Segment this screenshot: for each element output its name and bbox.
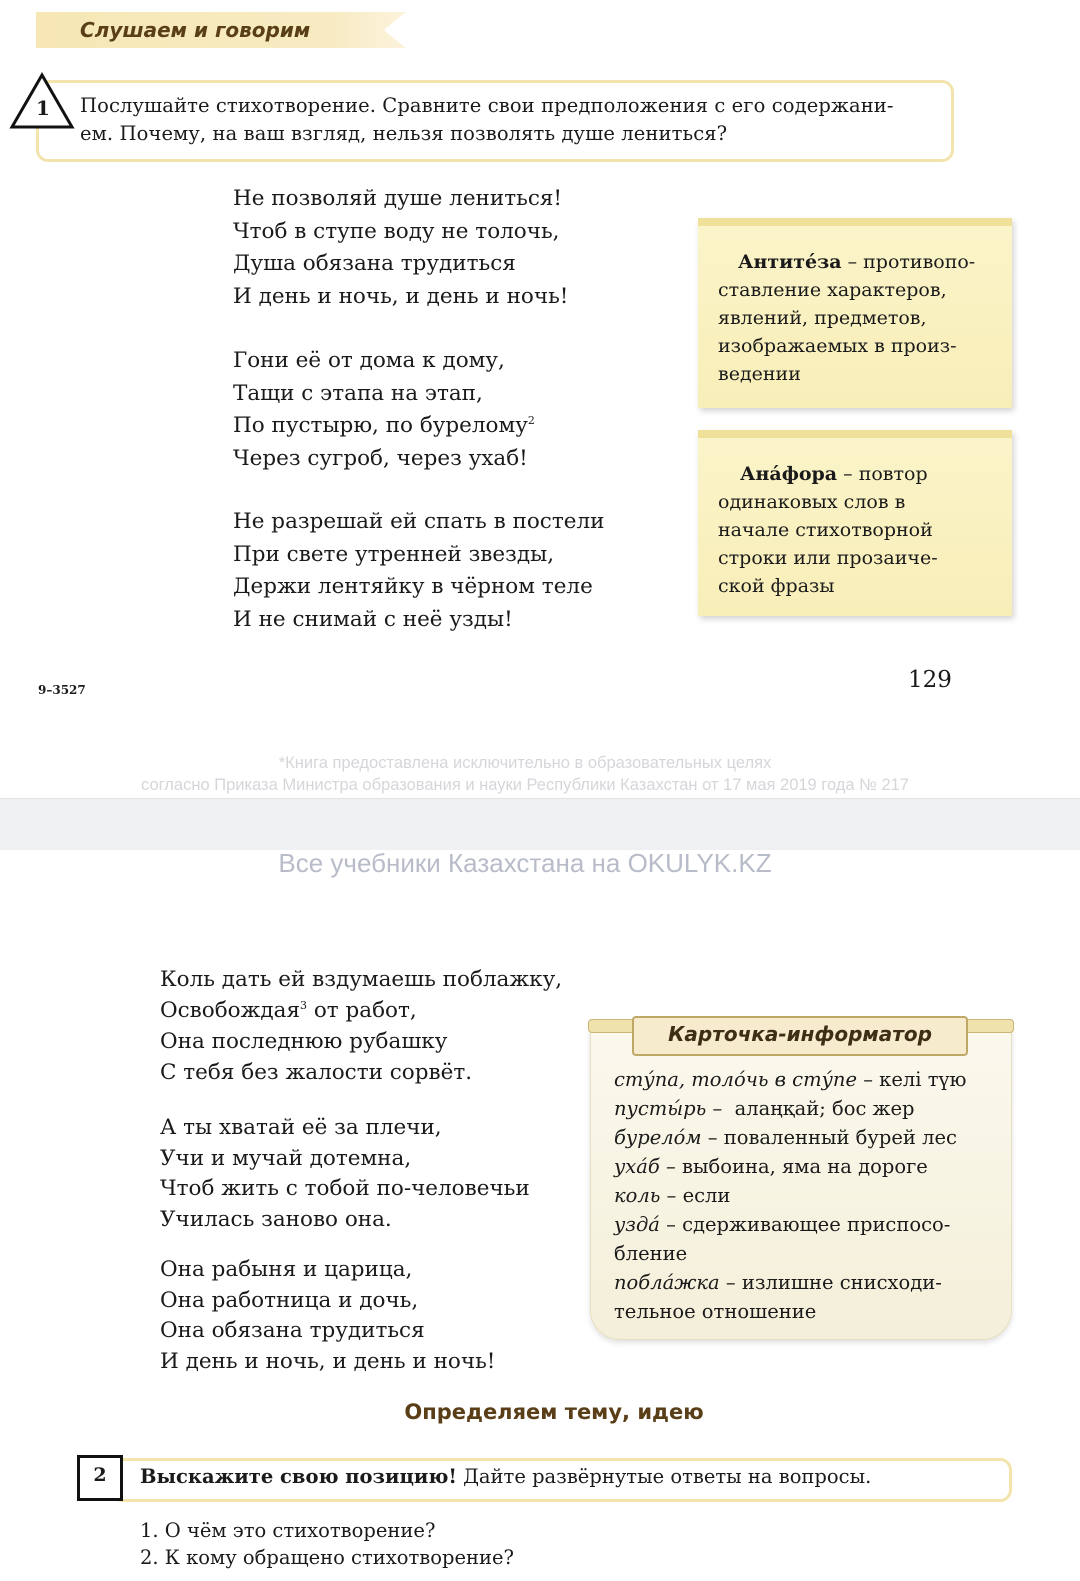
note-term: Ана́фора	[740, 463, 838, 485]
glossary-definition: бление	[614, 1242, 688, 1265]
note-definition: явлений, предметов,	[718, 307, 927, 329]
poem-line: Она обязана трудиться	[160, 1318, 425, 1343]
footnote-mark: 2	[527, 413, 535, 427]
question-item: 2. К кому обращено стихотворение?	[140, 1546, 515, 1569]
poem-line: Учи и мучай дотемна,	[160, 1145, 412, 1171]
note-definition: ставление характеров,	[718, 279, 947, 301]
poem-line-text: Освобождая	[160, 998, 301, 1023]
glossary-definition: – сдерживающее приспосо-	[659, 1213, 951, 1236]
note-definition: ской фразы	[718, 575, 835, 597]
glossary-term: коль	[614, 1184, 661, 1207]
glossary-entry	[614, 1065, 1004, 1094]
poem-line: Училась заново она.	[160, 1206, 392, 1232]
glossary-entry	[614, 1297, 1004, 1326]
glossary-term: сту́па, толо́чь в сту́пе	[614, 1068, 858, 1091]
poem-line: И день и ночь, и день и ночь!	[233, 283, 569, 309]
poem-stanza-1	[233, 183, 568, 313]
poem-line: Не позволяй душе лениться!	[233, 186, 563, 211]
poem-line: Чтоб жить с тобой по-человечьи	[160, 1176, 530, 1201]
glossary-entry	[614, 1239, 1004, 1268]
page-divider	[0, 798, 1080, 850]
poem-stanza-4	[160, 964, 562, 1088]
note-definition: изображаемых в произ-	[718, 335, 957, 357]
poem-line	[233, 410, 535, 443]
glossary-entry	[614, 1094, 1004, 1123]
task1-number: 1	[36, 96, 50, 120]
glossary-definition: – если	[660, 1184, 731, 1207]
glossary-entry	[614, 1123, 1004, 1152]
poem-line: Она работница и дочь,	[160, 1287, 419, 1313]
task1-text-line1: Послушайте стихотворение. Сравните свои предположения с его содержани-	[80, 94, 894, 117]
glossary-term: узда́	[614, 1213, 660, 1236]
question-list	[140, 1517, 514, 1571]
poem-stanza-2	[233, 345, 535, 475]
poem-line	[160, 995, 562, 1026]
poem-line: Коль дать ей вздумаешь поблажку,	[160, 967, 563, 992]
task2-plain-text: Дайте развёрнутые ответы на вопросы.	[456, 1465, 872, 1488]
section-heading: Определяем тему, идею	[404, 1400, 704, 1424]
poem-line: Тащи с этапа на этап,	[233, 380, 483, 406]
glossary-definition: – поваленный бурей лес	[701, 1126, 957, 1149]
note-antithesis-text	[718, 248, 1002, 388]
page-number: 129	[908, 667, 952, 693]
poem-line: Через сугроб, через ухаб!	[233, 445, 528, 471]
footnote-mark: 3	[300, 998, 308, 1012]
poem-stanza-6	[160, 1255, 495, 1377]
disclaimer-line2: согласно Приказа Министра образования и науки Республики Казахстан от 17 мая 2019 года № 217	[141, 776, 909, 794]
disclaimer-line1: *Книга предоставлена исключительно в образовательных целях	[278, 754, 772, 772]
note-definition: строки или прозаиче-	[718, 547, 938, 569]
poem-line: Душа обязана трудиться	[233, 251, 516, 276]
note-definition: – повтор	[837, 463, 928, 485]
glossary-definition: – алаңқай; бос жер	[706, 1097, 915, 1120]
note-definition: одинаковых слов в	[718, 491, 906, 513]
glossary-entry	[614, 1210, 1004, 1239]
poem-stanza-3	[233, 506, 604, 636]
poem-line-text: от работ,	[307, 998, 417, 1023]
glossary-definition: – излишне снисходи-	[719, 1271, 942, 1294]
task1-text-line2: ем. Почему, на ваш взгляд, нельзя позволять душе лениться?	[80, 122, 728, 145]
glossary-term: уха́б	[614, 1155, 660, 1178]
glossary-term: побла́жка	[614, 1271, 720, 1294]
note-definition: – противопо-	[841, 251, 976, 273]
poem-line: И день и ночь, и день и ночь!	[160, 1348, 496, 1374]
glossary-definition: тельное отношение	[614, 1300, 817, 1323]
glossary-entry	[614, 1268, 1004, 1297]
poem-line: С тебя без жалости сорвёт.	[160, 1060, 473, 1085]
info-card-title: Карточка-информатор	[668, 1022, 932, 1046]
poem-line: А ты хватай её за плечи,	[160, 1115, 442, 1140]
task1-text	[80, 92, 950, 148]
poem-line: Не разрешай ей спать в постели	[233, 509, 605, 534]
glossary-term: пусты́рь	[614, 1097, 707, 1120]
poem-stanza-5	[160, 1113, 530, 1235]
poem-line: Держи лентяйку в чёрном теле	[233, 574, 593, 599]
task2-bold-text: Выскажите свою позицию!	[140, 1465, 457, 1488]
poem-line-text: По пустырю, по бурелому	[233, 413, 528, 438]
glossary-entry	[614, 1152, 1004, 1181]
note-anaphora-text	[718, 460, 1002, 600]
glossary-definition: – келі түю	[857, 1068, 967, 1091]
poem-line: Гони её от дома к дому,	[233, 348, 505, 373]
note-definition: начале стихотворной	[718, 519, 933, 541]
note-antithesis	[698, 218, 1012, 408]
poem-line: Она рабыня и царица,	[160, 1257, 413, 1282]
poem-line: Чтоб в ступе воду не толочь,	[233, 218, 560, 244]
site-banner: Все учебники Казахстана на OKULYK.KZ	[278, 848, 772, 878]
info-card-entries	[614, 1065, 1004, 1326]
task2-number: 2	[93, 1464, 107, 1486]
section-banner-label: Слушаем и говорим	[80, 18, 311, 42]
note-definition: ведении	[718, 363, 801, 385]
glossary-entry	[614, 1181, 1004, 1210]
glossary-definition: – выбоина, яма на дороге	[659, 1155, 928, 1178]
poem-line: При свете утренней звезды,	[233, 541, 555, 567]
print-code: 9–3527	[38, 683, 86, 697]
poem-line: Она последнюю рубашку	[160, 1029, 448, 1054]
note-term: Антите́за	[738, 251, 842, 273]
note-anaphora	[698, 430, 1012, 616]
glossary-term: бурело́м	[614, 1126, 702, 1149]
question-item: 1. О чём это стихотворение?	[140, 1519, 436, 1542]
poem-line: И не снимай с неё узды!	[233, 606, 513, 632]
task2-text	[140, 1465, 871, 1488]
